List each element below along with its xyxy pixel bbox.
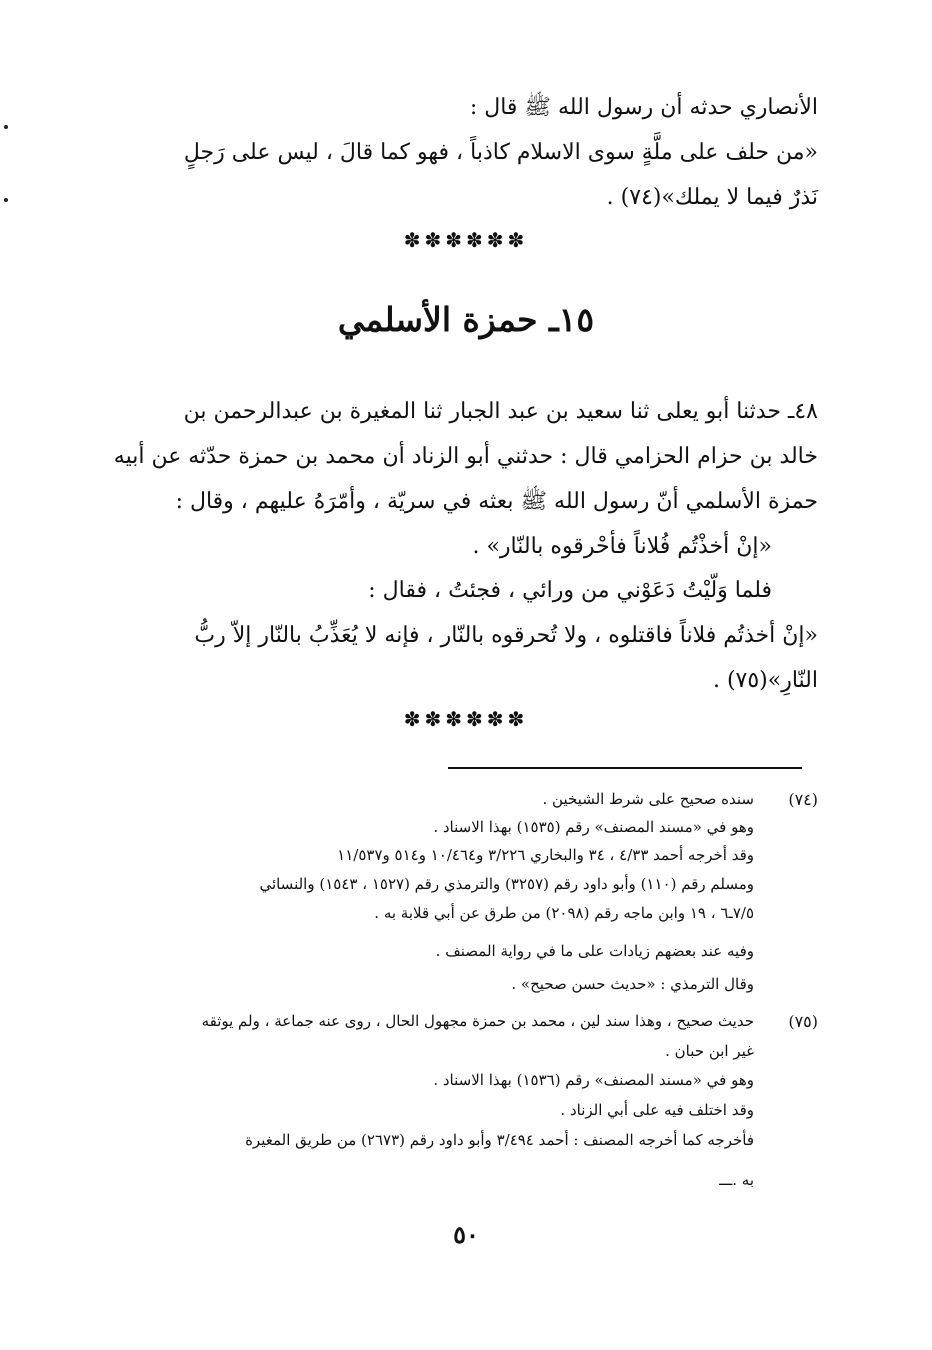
footnote-75-line-6: به .ـــ [719,1171,754,1189]
footnote-74-line-4: ومسلم رقم (١١٠) وأبو داود رقم (٣٢٥٧) والترمذي رقم (١٥٢٧ ، ١٥٤٣) والنسائي [259,875,754,893]
page-number: ٥٠ [453,1220,479,1249]
footnote-74-line-1: سنده صحيح على شرط الشيخين . [542,790,754,808]
hadith-line-3: حمزة الأسلمي أنّ رسول الله ﷺ بعثه في سريّة ، وأمّرَهُ عليهم ، وقال : [175,489,818,514]
footnote-75-line-3: وهو في «مسند المصنف» رقم (١٥٣٦) بهذا الاسناد . [433,1071,754,1089]
footnote-74-line-5: ٧/٥ـ٦ ، ١٩ وابن ماجه رقم (٢٠٩٨) من طرق عن أبي قلابة به . [374,904,754,922]
footnote-number-74: (٧٤) [788,790,818,809]
section-title: ١٥ـ حمزة الأسلمي [337,300,595,339]
hadith-line-1: ٤٨ـ حدثنا أبو يعلى ثنا سعيد بن عبد الجبار ثنا المغيرة بن عبدالرحمن بن [183,399,818,424]
footnote-separator [448,767,802,769]
top-text-line-2: «من حلف على ملَّةٍ سوى الاسلام كاذباً ، فهو كما قالَ ، ليس على رَجلٍ [183,140,818,165]
footnote-74-line-2: وهو في «مسند المصنف» رقم (١٥٣٥) بهذا الاسناد . [433,818,754,836]
ornament-divider: ✽✽✽✽✽✽ [403,228,529,252]
footnote-74-line-7: وقال الترمذي : «حديث حسن صحيح» . [511,975,754,993]
scan-mark [4,125,8,129]
ornament-divider: ✽✽✽✽✽✽ [403,707,529,731]
top-text-line-1: الأنصاري حدثه أن رسول الله ﷺ قال : [469,95,818,120]
hadith-line-2: خالد بن حزام الحزامي قال : حدثني أبو الزناد أن محمد بن حمزة حدّثه عن أبيه [113,444,818,469]
hadith-line-5: فلما وَلّيْتُ دَعَوْني من ورائي ، فجئتُ ، فقال : [368,578,772,603]
footnote-75-line-1: حديث صحيح ، وهذا سند لين ، محمد بن حمزة مجهول الحال ، روى عنه جماعة ، ولم يوثقه [201,1012,754,1030]
hadith-line-7: النّارِ»(٧٥) . [712,668,818,693]
scan-mark [4,198,8,202]
footnote-74-line-6: وفيه عند بعضهم زيادات على ما في رواية المصنف . [435,942,754,960]
hadith-line-6: «إنْ أخذتُم فلاناً فاقتلوه ، ولا تُحرقوه بالنّار ، فإنه لا يُعَذِّبُ بالنّار إلاّ ربُّ [194,623,818,648]
hadith-line-4: «إنْ أخذْتُم فُلاناً فأحْرقوه بالنّار» . [472,534,772,559]
footnote-74-line-3: وقد أخرجه أحمد ٤/٣٣ ، ٣٤ والبخاري ٣/٢٢٦ و١٠/٤٦٤ و٥١٤ و١١/٥٣٧ [337,846,754,864]
footnote-75-line-5: فأخرجه كما أخرجه المصنف : أحمد ٣/٤٩٤ وأبو داود رقم (٢٦٧٣) من طريق المغيرة [245,1131,754,1149]
footnote-75-line-4: وقد اختلف فيه على أبي الزناد . [560,1101,754,1119]
footnote-number-75: (٧٥) [788,1012,818,1031]
top-text-line-3: نَذرٌ فيما لا يملك»(٧٤) . [606,185,818,210]
footnote-75-line-2: غير ابن حبان . [665,1042,754,1060]
